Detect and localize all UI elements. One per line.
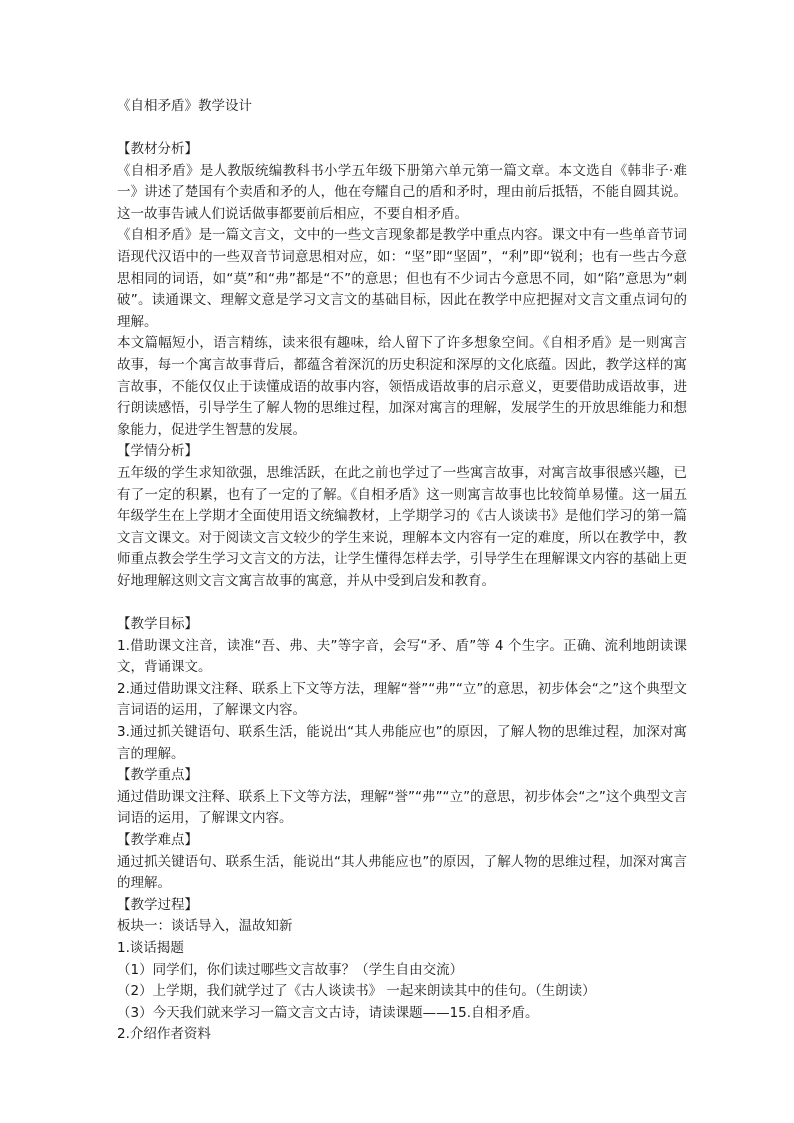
goal-item-1: 1.借助课文注音，读准“吾、弗、夫”等字音，会写“矛、盾”等 4 个生字。正确、流利地朗读课文，背诵课文。 [117, 637, 687, 676]
goal-item-2: 2.通过借助课文注释、联系上下文等方法，理解“誉”“弗”“立”的意思，初步体会“之”这个典型文言词语的运用，了解课文内容。 [117, 680, 687, 719]
paragraph-textbook-3: 本文篇幅短小，语言精练，读来很有趣味，给人留下了许多想象空间。《自相矛盾》是一则寓言故事，每一个寓言故事背后，都蕴含着深沉的历史积淀和深厚的文化底蕴。因此，教学这样的寓言故事，不能仅仅止于读懂成语的故事内容，领悟成语故事的启示意义，更要借助成语故事，进行朗读感悟，引导学生了解人物的思维过程，加深对寓言的理解，发展学生的开放思维能力和想象能力，促进学生智慧的发展。 [117, 335, 687, 438]
paragraph-key-points: 通过借助课文注释、联系上下文等方法，理解“誉”“弗”“立”的意思，初步体会“之”这个典型文言词语的运用，了解课文内容。 [117, 788, 687, 827]
document-title: 《自相矛盾》教学设计 [117, 98, 252, 114]
process-line-sub-2: （2）上学期，我们就学过了《古人谈读书》 一起来朗读其中的佳句。（生朗读） [117, 983, 596, 1000]
process-line-block-1: 板块一：谈话导入，温故知新 [117, 918, 293, 935]
process-line-sub-1: （1）同学们，你们读过哪些文言故事？（学生自由交流） [117, 961, 464, 978]
blank-line [117, 592, 687, 614]
goal-item-3: 3.通过抓关键语句、联系生活，能说出“其人弗能应也”的原因，了解人物的思维过程，加深对寓言的理解。 [117, 724, 687, 762]
section-heading-teaching-process: 【教学过程】 [117, 896, 198, 913]
section-heading-textbook-analysis: 【教材分析】 [117, 141, 198, 157]
document-page [117, 95, 687, 1046]
process-line-step-2: 2.介绍作者资料 [117, 1026, 211, 1043]
process-line-sub-3: （3）今天我们就来学习一篇文言文古诗，请读课题——15.自相矛盾。 [117, 1004, 539, 1021]
section-heading-key-points: 【教学重点】 [117, 767, 198, 784]
process-line-step-1: 1.谈话揭题 [117, 939, 184, 956]
paragraph-learner: 五年级的学生求知欲强，思维活跃，在此之前也学过了一些寓言故事，对寓言故事很感兴趣，已有了一定的积累，也有了一定的了解。《自相矛盾》这一则寓言故事也比较简单易懂。这一届五年级学生在上学期才全面使用语文统编教材，上学期学习的《古人谈读书》是他们学习的第一篇文言文课文。对于阅读文言文较少的学生来说，理解本文内容有一定的难度，所以在教学中，教师重点教会学生学习文言文的方法，让学生懂得怎样去学，引导学生在理解课文内容的基础上更好地理解这则文言文寓言故事的寓意，并从中受到启发和教育。 [117, 464, 687, 589]
section-heading-difficulties: 【教学难点】 [117, 832, 198, 848]
paragraph-textbook-2: 《自相矛盾》是一篇文言文，文中的一些文言现象都是教学中重点内容。课文中有一些单音节词语现代汉语中的一些双音节词意思相对应，如：“坚”即“坚固”，“利”即“锐利；也有一些古今意思相同的词语，如“莫”和“弗”都是“不”的意思；但也有不少词古今意思不同，如“陷”意思为“刺破”。读通课文、理解文意是学习文言文的基础目标，因此在教学中应把握对文言文重点词句的理解。 [117, 227, 687, 330]
section-heading-learner-analysis: 【学情分析】 [117, 443, 198, 460]
section-heading-teaching-goals: 【教学目标】 [117, 616, 198, 633]
paragraph-textbook-1: 《自相矛盾》是人教版统编教科书小学五年级下册第六单元第一篇文章。本文选自《韩非子·难一》讲述了楚国有个卖盾和矛的人，他在夸耀自己的盾和矛时，理由前后抵牾，不能自圆其说。这一故事告诫人们说话做事都要前后相应，不要自相矛盾。 [117, 162, 687, 222]
paragraph-difficulties: 通过抓关键语句、联系生活，能说出“其人弗能应也”的原因，了解人物的思维过程，加深对寓言的理解。 [117, 853, 687, 892]
